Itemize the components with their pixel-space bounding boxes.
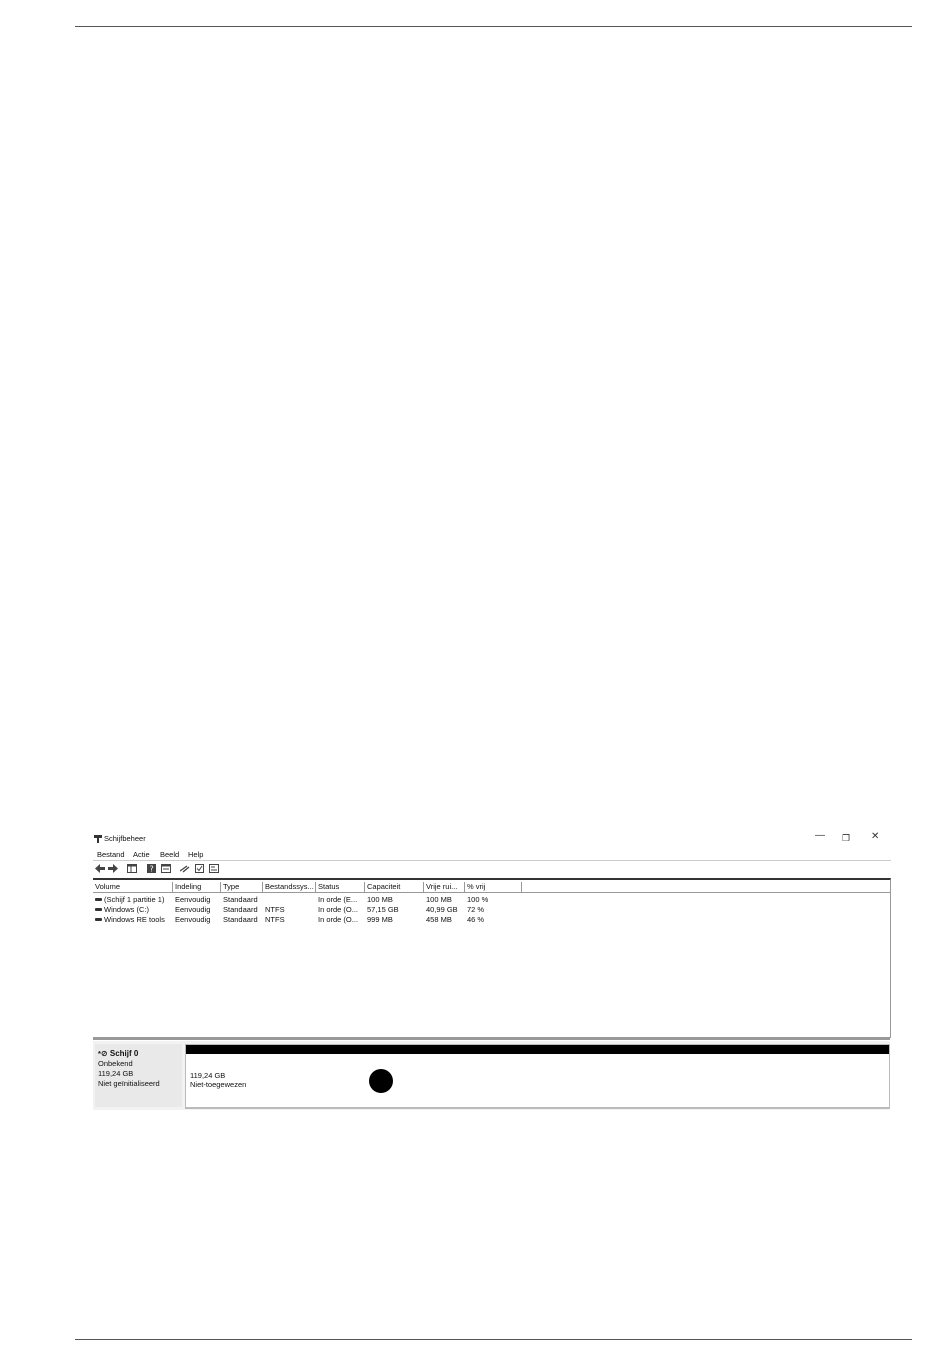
volume-cell bbox=[93, 905, 149, 915]
indeling-cell: Eenvoudig bbox=[175, 895, 211, 904]
forward-icon[interactable] bbox=[108, 864, 118, 873]
back-icon[interactable] bbox=[95, 864, 105, 873]
callout-marker bbox=[369, 1069, 393, 1093]
properties-icon[interactable] bbox=[161, 864, 171, 873]
volume-icon bbox=[95, 908, 102, 911]
capacity-cell: 100 MB bbox=[367, 895, 393, 904]
filesystem-cell: NTFS bbox=[265, 915, 285, 924]
minimize-button[interactable]: — bbox=[815, 830, 825, 841]
type-cell: Standaard bbox=[223, 915, 258, 924]
volume-cell bbox=[93, 895, 164, 905]
connect-icon[interactable] bbox=[180, 864, 190, 873]
free-space-cell: 40,99 GB bbox=[426, 905, 458, 914]
indeling-cell: Eenvoudig bbox=[175, 915, 211, 924]
status-cell: In orde (O... bbox=[318, 915, 359, 924]
disk-name: Schijf 0 bbox=[109, 1049, 139, 1058]
table-row[interactable] bbox=[93, 895, 890, 905]
status-cell: In orde (E... bbox=[318, 895, 358, 904]
volume-icon bbox=[95, 898, 102, 901]
column-header-capaciteit[interactable]: Capaciteit bbox=[365, 882, 424, 892]
column-header-percent-vrij[interactable]: % vrij bbox=[465, 882, 522, 892]
page-bottom-rule bbox=[75, 1339, 912, 1340]
disk-title: *⊘ Schijf 0 bbox=[98, 1049, 139, 1058]
disk-management-icon bbox=[94, 835, 102, 843]
disk-label[interactable] bbox=[95, 1044, 182, 1107]
settings-icon[interactable] bbox=[209, 864, 219, 873]
column-header-type[interactable]: Type bbox=[221, 882, 263, 892]
volume-list bbox=[93, 878, 891, 1038]
disk-type: Onbekend bbox=[98, 1059, 133, 1068]
disk-size: 119,24 GB bbox=[98, 1069, 134, 1078]
column-header-vrije-ruimte[interactable]: Vrije rui... bbox=[424, 882, 465, 892]
console-tree-icon[interactable] bbox=[127, 864, 137, 873]
table-row[interactable] bbox=[93, 905, 890, 915]
help-icon[interactable] bbox=[147, 864, 156, 873]
table-header bbox=[93, 882, 890, 893]
volume-icon bbox=[95, 918, 102, 921]
menu-actie[interactable]: Actie bbox=[133, 850, 150, 859]
menu-bestand[interactable]: Bestand bbox=[97, 850, 125, 859]
partition-state: Niet-toegewezen bbox=[190, 1080, 247, 1089]
close-button[interactable]: ✕ bbox=[871, 831, 880, 842]
partition-header-bar bbox=[186, 1045, 889, 1054]
toolbar bbox=[93, 862, 891, 876]
volume-cell bbox=[93, 915, 165, 925]
page-top-rule bbox=[75, 26, 912, 27]
volume-name: (Schijf 1 partitie 1) bbox=[104, 895, 165, 904]
partition-size: 119,24 GB bbox=[190, 1071, 226, 1080]
check-icon[interactable] bbox=[195, 864, 204, 873]
column-header-status[interactable]: Status bbox=[316, 882, 365, 892]
percent-free-cell: 100 % bbox=[467, 895, 489, 904]
status-cell: In orde (O... bbox=[318, 905, 359, 914]
type-cell: Standaard bbox=[223, 895, 258, 904]
title-bar bbox=[93, 832, 891, 846]
volume-name: Windows RE tools bbox=[104, 915, 165, 924]
column-header-volume[interactable]: Volume bbox=[93, 882, 173, 892]
percent-free-cell: 72 % bbox=[467, 905, 485, 914]
column-header-bestandssysteem[interactable]: Bestandssys... bbox=[263, 882, 316, 892]
disk-pane-border bbox=[185, 1108, 890, 1109]
unallocated-partition[interactable] bbox=[185, 1044, 890, 1108]
free-space-cell: 100 MB bbox=[426, 895, 452, 904]
indeling-cell: Eenvoudig bbox=[175, 905, 211, 914]
menu-beeld[interactable]: Beeld bbox=[160, 850, 180, 859]
free-space-cell: 458 MB bbox=[426, 915, 452, 924]
disk-offline-icon: * bbox=[98, 1049, 101, 1058]
filesystem-cell: NTFS bbox=[265, 905, 285, 914]
menu-bar bbox=[93, 849, 891, 860]
disk-management-window bbox=[93, 832, 891, 1110]
menu-help[interactable]: Help bbox=[188, 850, 204, 859]
capacity-cell: 999 MB bbox=[367, 915, 393, 924]
svg-text:?: ? bbox=[149, 864, 154, 873]
percent-free-cell: 46 % bbox=[467, 915, 485, 924]
table-row[interactable] bbox=[93, 915, 890, 925]
capacity-cell: 57,15 GB bbox=[367, 905, 399, 914]
menu-separator bbox=[93, 860, 891, 861]
volume-name: Windows (C:) bbox=[104, 905, 150, 914]
maximize-button[interactable]: ❐ bbox=[842, 833, 851, 843]
window-title: Schijfbeheer bbox=[104, 834, 146, 843]
pane-splitter[interactable] bbox=[93, 1037, 890, 1040]
column-header-indeling[interactable]: Indeling bbox=[173, 882, 221, 892]
disk-state: Niet geïnitialiseerd bbox=[98, 1079, 160, 1088]
type-cell: Standaard bbox=[223, 905, 258, 914]
disk-map-pane bbox=[93, 1041, 890, 1110]
